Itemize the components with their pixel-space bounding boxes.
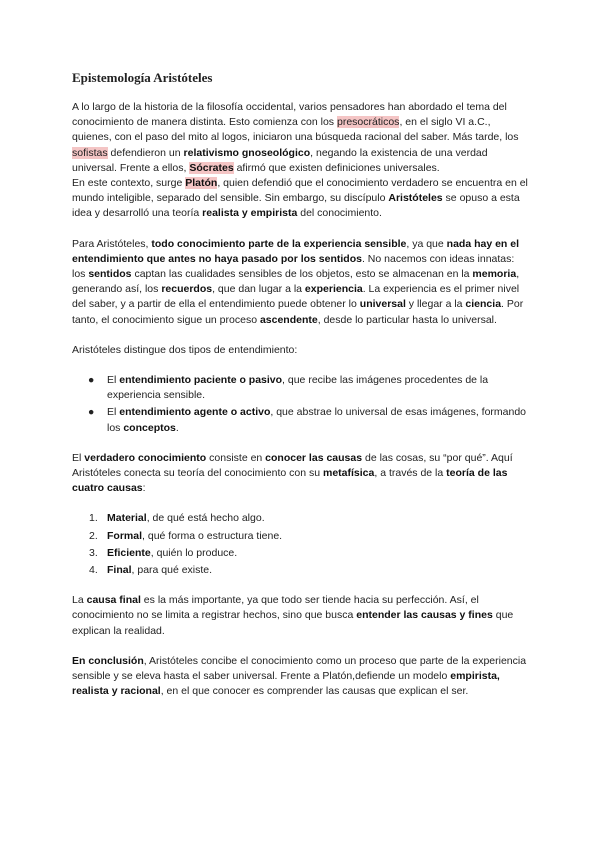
text-span: A lo largo de la historia de la filosofía occidental, varios pensadores han abordado el tema del conocimiento de manera distinta. Esto comienza con los xyxy=(72,101,507,129)
text-span: , en el que conocer es comprender las causas que explican el ser. xyxy=(160,685,469,698)
bold-term: realista y empirista xyxy=(202,207,298,220)
causes-list xyxy=(72,511,530,578)
bold-term: memoria xyxy=(472,268,517,281)
list-item xyxy=(72,529,530,544)
list-item xyxy=(72,405,530,435)
text-span: , que recibe las imágenes procedentes de la experiencia sensible. xyxy=(107,374,489,402)
cause-name: Material xyxy=(107,512,147,525)
text-span: , generando así, los xyxy=(72,268,520,296)
cause-name: Eficiente xyxy=(107,546,151,559)
bold-term: ciencia xyxy=(465,298,502,311)
bold-term: entendimiento paciente o pasivo xyxy=(119,374,283,387)
text-span: , a través de la xyxy=(374,467,447,480)
text-span: consiste en xyxy=(206,451,266,464)
bold-term: Aristóteles xyxy=(388,192,443,205)
bullet-marker: ● xyxy=(88,406,95,419)
cause-name: Final xyxy=(107,564,132,577)
bold-term: causa final xyxy=(86,594,141,607)
text-span: El xyxy=(107,406,120,419)
text-span: , que abstrae lo universal de esas imágenes, formando los xyxy=(107,406,527,434)
text-span: defendieron un xyxy=(107,146,184,159)
bold-term: todo conocimiento parte de la experiencia sensible xyxy=(151,237,407,250)
bold-term: empirista, realista y racional xyxy=(72,670,500,698)
text-span: y llegar a la xyxy=(405,298,466,311)
text-span: . No nacemos con ideas innatas: los xyxy=(72,252,515,281)
document-body xyxy=(72,100,530,715)
text-span: , quien defendió que el conocimiento verdadero se encuentra en el mundo inteligible, separado del sensible. Sin embargo, su discípulo xyxy=(72,177,528,205)
bold-term: nada hay en el entendimiento que antes no haya pasado por los sentidos xyxy=(72,237,520,265)
list-item xyxy=(72,546,530,561)
text-span: Para Aristóteles, xyxy=(72,237,152,250)
paragraph-final-cause xyxy=(72,593,530,639)
text-span: . La experiencia es el primer nivel del saber, y a partir de ella el entendimiento puede obtener lo xyxy=(72,283,520,311)
cause-name: Formal xyxy=(107,529,143,542)
text-span: , Aristóteles concibe el conocimiento como un proceso que parte de la experiencia sensible y se eleva hasta el saber universal. Frente a Platón,defiende un modelo xyxy=(72,654,527,683)
list-number: 4. xyxy=(89,564,98,577)
bullet-marker: ● xyxy=(88,374,95,387)
bold-term: relativismo gnoseológico xyxy=(183,146,311,159)
bold-term: verdadero conocimiento xyxy=(84,451,207,464)
bold-term: En conclusión xyxy=(72,654,144,667)
bold-term: universal xyxy=(359,298,406,311)
paragraph-intro xyxy=(72,100,530,176)
text-span: El xyxy=(72,451,85,464)
cause-desc: , qué forma o estructura tiene. xyxy=(142,529,283,542)
bold-term: conceptos xyxy=(123,421,176,434)
bold-term: sentidos xyxy=(88,268,132,281)
text-span: de las cosas, su “por qué”. Aquí Aristóteles conecta su teoría del conocimiento con su xyxy=(72,451,513,480)
text-span: , en el siglo VI a.C., quienes, con el paso del mito al logos, iniciaron una búsqueda racional del saber. Más tarde, los xyxy=(72,116,519,144)
bold-term: conocer las causas xyxy=(265,451,363,464)
list-item xyxy=(72,373,530,403)
bold-term: experiencia xyxy=(304,283,363,296)
highlight-presocraticos: presocráticos xyxy=(336,116,400,129)
bold-term: teoría de las cuatro causas xyxy=(72,467,508,495)
cause-desc: , quién lo produce. xyxy=(150,546,238,559)
text-span: En este contexto, surge xyxy=(72,177,186,190)
text-span: , ya que xyxy=(406,237,447,250)
paragraph-context xyxy=(72,176,530,222)
bold-term: metafísica xyxy=(322,467,375,480)
highlight-socrates: Sócrates xyxy=(189,161,234,174)
text-span: se opuso a esta idea y desarrolló una teoría xyxy=(72,192,520,220)
paragraph-conclusion xyxy=(72,654,530,700)
bold-term: entender las causas y fines xyxy=(356,609,493,622)
bold-term: ascendente xyxy=(259,313,318,326)
cause-desc: , para qué existe. xyxy=(131,564,213,577)
list-number: 3. xyxy=(89,546,98,559)
list-item xyxy=(72,511,530,526)
text-span: captan las cualidades sensibles de los objetos, esto se almacenan en la xyxy=(131,268,473,281)
text-span: . Por tanto, el conocimiento sigue un proceso xyxy=(72,298,524,326)
paragraph-experience xyxy=(72,237,530,328)
list-number: 1. xyxy=(89,512,98,525)
text-span: del conocimiento. xyxy=(297,207,382,220)
text-span: La xyxy=(72,594,87,607)
bold-term: recuerdos xyxy=(161,283,213,296)
bullet-list xyxy=(72,373,530,436)
text-span: afirmó que existen definiciones universales. xyxy=(233,161,440,174)
bold-term: entendimiento agente o activo xyxy=(119,406,271,419)
text-span: El xyxy=(107,374,120,387)
paragraph-understanding-types: Aristóteles distingue dos tipos de entendimiento: xyxy=(72,343,298,356)
list-item xyxy=(72,563,530,578)
text-span: , desde lo particular hasta lo universal. xyxy=(317,313,497,326)
text-span: es la más importante, ya que todo ser tiende hacia su perfección. Así, el conocimiento no se limita a registrar hechos, sino que busca xyxy=(72,594,479,622)
list-number: 2. xyxy=(89,529,98,542)
text-span: . xyxy=(175,421,179,434)
document-title: Epistemología Aristóteles xyxy=(72,70,213,85)
text-span: , que dan lugar a la xyxy=(212,283,305,296)
text-span: : xyxy=(142,482,146,495)
text-span: que explican la realidad. xyxy=(72,609,514,637)
cause-desc: , de qué está hecho algo. xyxy=(146,512,265,525)
paragraph-true-knowledge xyxy=(72,451,530,497)
highlight-sofistas: sofistas xyxy=(72,146,108,159)
highlight-platon: Platón xyxy=(185,177,218,190)
text-span: , negando la existencia de una verdad universal. Frente a ellos, xyxy=(72,146,488,174)
